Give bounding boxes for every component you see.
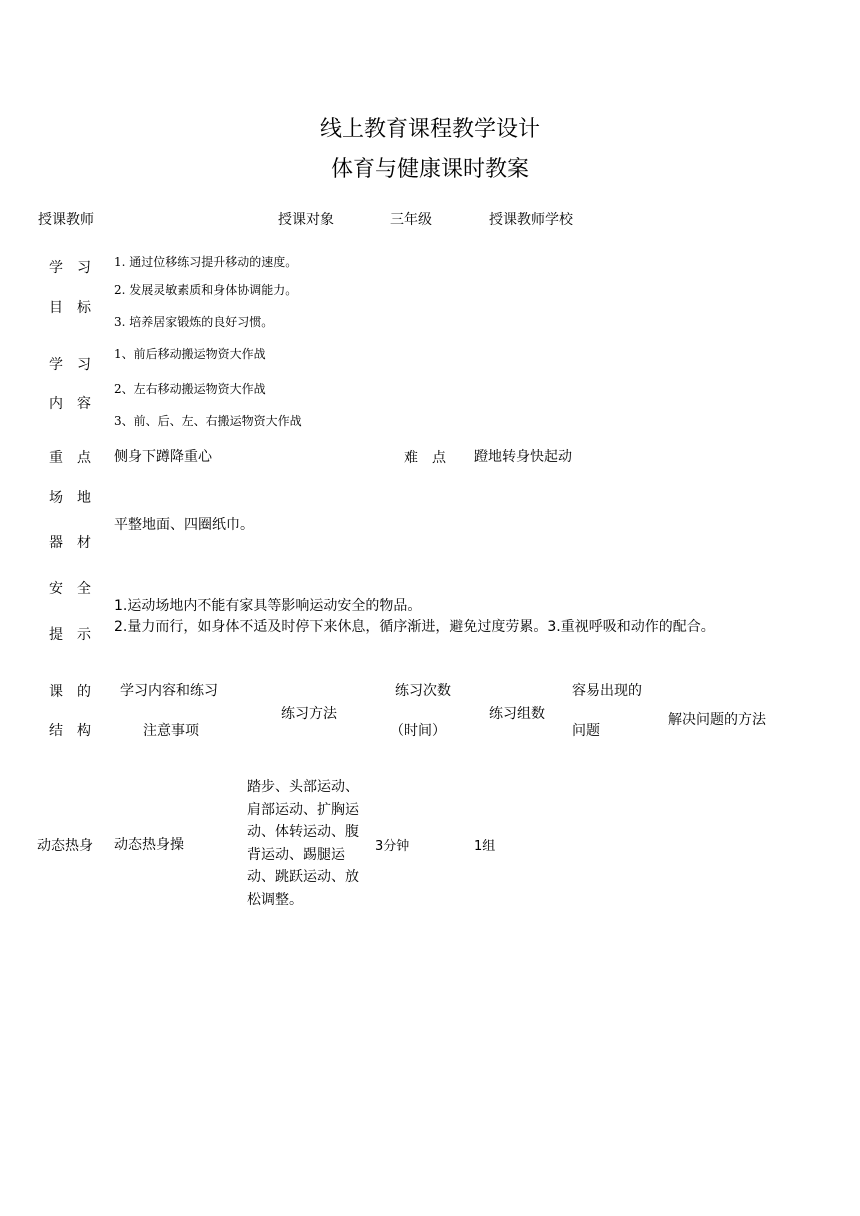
structure-label-char: 的 — [77, 684, 91, 700]
content-label-char: 内 — [49, 396, 63, 412]
safety-label-char: 提 — [49, 627, 63, 643]
safety-line-1: 1.运动场地内不能有家具等影响运动安全的物品。 — [114, 598, 422, 614]
safety-line-2: 2.量力而行，如身体不适及时停下来休息，循序渐进，避免过度劳累。3.重视呼吸和动作的配合。 — [114, 619, 715, 635]
content-label-char: 容 — [77, 396, 91, 412]
goal-item: 2. 发展灵敏素质和身体协调能力。 — [114, 283, 298, 297]
content-label-char: 习 — [77, 357, 91, 373]
content-label-char: 学 — [49, 357, 63, 373]
col-header-solutions: 解决问题的方法 — [668, 712, 766, 728]
col-header-method: 练习方法 — [281, 706, 337, 722]
difficulty-label-char: 点 — [432, 450, 446, 466]
difficulty-label-char: 难 — [404, 450, 418, 466]
key-label-char: 重 — [49, 450, 63, 466]
page-subtitle: 体育与健康课时教案 — [330, 157, 529, 182]
col-header-content-note: 注意事项 — [143, 723, 199, 739]
structure-label-char: 结 — [49, 723, 63, 739]
goal-item: 1. 通过位移练习提升移动的速度。 — [114, 255, 298, 269]
row-groups: 1组 — [474, 839, 496, 854]
col-header-count: 练习次数 — [395, 683, 451, 699]
target-value: 三年级 — [390, 212, 432, 228]
safety-label-char: 示 — [77, 627, 91, 643]
page-title: 线上教育课程教学设计 — [319, 117, 540, 142]
col-header-problems-2: 问题 — [572, 723, 600, 739]
venue-value: 平整地面、四圈纸巾。 — [114, 517, 254, 533]
goals-label-char: 目 — [49, 300, 63, 316]
teacher-label: 授课教师 — [38, 212, 94, 228]
venue-label-char: 地 — [77, 490, 91, 506]
structure-label-char: 课 — [49, 684, 63, 700]
goals-label-char: 学 — [49, 260, 63, 276]
target-label: 授课对象 — [278, 212, 334, 228]
col-header-content: 学习内容和练习 — [120, 683, 218, 699]
content-item: 3、前、后、左、右搬运物资大作战 — [114, 414, 302, 428]
row-content: 动态热身操 — [114, 837, 184, 853]
row-method: 踏步、头部运动、肩部运动、扩胸运动、体转运动、腹背运动、踢腿运动、跳跃运动、放松调整。 — [247, 779, 359, 908]
safety-label-char: 安 — [49, 581, 63, 597]
venue-label-char: 材 — [77, 535, 91, 551]
row-time: 3分钟 — [375, 839, 410, 854]
goals-label-char: 标 — [77, 300, 91, 316]
col-header-groups: 练习组数 — [489, 706, 545, 722]
col-header-count-time: （时间） — [390, 723, 446, 739]
goal-item: 3. 培养居家锻炼的良好习惯。 — [114, 315, 274, 329]
venue-label-char: 器 — [49, 535, 63, 551]
difficulty-value: 蹬地转身快起动 — [474, 449, 572, 465]
key-point-value: 侧身下蹲降重心 — [114, 449, 212, 465]
row-stage: 动态热身 — [37, 838, 93, 854]
col-header-problems: 容易出现的 — [572, 683, 642, 699]
key-label-char: 点 — [77, 450, 91, 466]
content-item: 1、前后移动搬运物资大作战 — [114, 347, 266, 361]
school-label: 授课教师学校 — [489, 212, 573, 228]
content-item: 2、左右移动搬运物资大作战 — [114, 382, 266, 396]
venue-label-char: 场 — [49, 490, 63, 506]
safety-label-char: 全 — [77, 581, 91, 597]
structure-label-char: 构 — [77, 723, 91, 739]
goals-label-char: 习 — [77, 260, 91, 276]
